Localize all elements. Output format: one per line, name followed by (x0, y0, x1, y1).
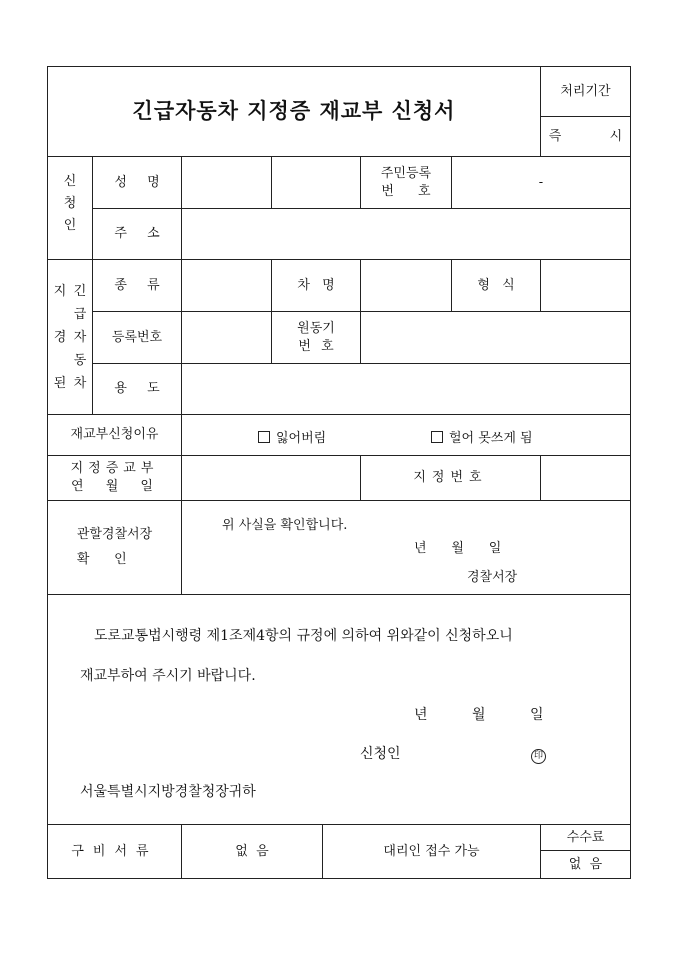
engine-number-label: 원동기 번 호 (297, 320, 335, 354)
rrn-label: 주민등록 번 호 (380, 165, 432, 199)
model-field[interactable] (541, 260, 630, 311)
name-field[interactable] (182, 157, 271, 208)
engine-number-field[interactable] (361, 312, 630, 363)
reissue-reason-label: 재교부신청이유 (70, 427, 159, 443)
processing-period-value: 즉 시 (548, 128, 623, 144)
seal-mark (531, 743, 546, 764)
designation-number-field[interactable] (541, 456, 630, 500)
option-damaged[interactable] (431, 427, 533, 446)
applicant-signature-label: 신청인 (360, 746, 401, 762)
addressee: 서울특별시지방경찰청장귀하 (80, 784, 256, 800)
registration-number-label: 등록번호 (111, 329, 163, 345)
designation-number-label: 지정번호 (413, 470, 488, 486)
model-label: 형 식 (477, 277, 515, 293)
statement-line-2: 재교부하여 주시기 바랍니다. (80, 668, 256, 684)
address-label: 주 소 (114, 226, 160, 242)
required-documents-value: 없 음 (235, 843, 269, 859)
vehicle-group-label-left: 지 경 된 (53, 284, 67, 391)
required-documents-label: 구비서류 (71, 843, 158, 859)
seal-icon: 印 (531, 749, 546, 764)
police-confirm-label: 관할경찰서장 확 인 (76, 526, 153, 567)
form-title: 긴급자동차 지정증 재교부 신청서 (132, 98, 456, 124)
rrn-field[interactable]: - (538, 174, 544, 190)
applicant-group-label: 신 청 인 (63, 174, 77, 233)
statement-date: 년 월 일 (414, 707, 544, 723)
usage-field[interactable] (182, 364, 630, 414)
vehicle-group-label-right: 긴 급 자 동 차 (73, 284, 87, 391)
processing-period-label: 처리기간 (560, 83, 611, 99)
fee-label: 수수료 (566, 829, 605, 845)
vehicle-type-field[interactable] (182, 260, 271, 311)
car-name-field[interactable] (361, 260, 451, 311)
usage-label: 용 도 (114, 381, 160, 397)
issue-date-label: 지정증교부 연 월 일 (70, 461, 159, 494)
vehicle-type-label: 종 류 (114, 277, 160, 293)
option-damaged-label: 헐어 못쓰게 됨 (449, 431, 533, 446)
statement-line-1: 도로교통법시행령 제1조제4항의 규정에 의하여 위와같이 신청하오니 (94, 628, 513, 644)
police-chief-label: 경찰서장 (467, 570, 518, 585)
checkbox-damaged[interactable] (431, 431, 443, 443)
address-field[interactable] (182, 209, 630, 259)
option-lost[interactable] (258, 427, 326, 446)
option-lost-label: 잃어버림 (276, 431, 327, 446)
proxy-note: 대리인 접수 가능 (383, 843, 480, 859)
confirm-text: 위 사실을 확인합니다. (222, 518, 348, 533)
registration-number-field[interactable] (182, 312, 271, 363)
name-field-extra[interactable] (272, 157, 360, 208)
checkbox-lost[interactable] (258, 431, 270, 443)
issue-date-field[interactable] (182, 456, 360, 500)
confirm-date: 년 월 일 (414, 541, 502, 556)
name-label: 성 명 (114, 174, 160, 190)
fee-value: 없 음 (568, 856, 603, 872)
car-name-label: 차 명 (297, 277, 335, 293)
